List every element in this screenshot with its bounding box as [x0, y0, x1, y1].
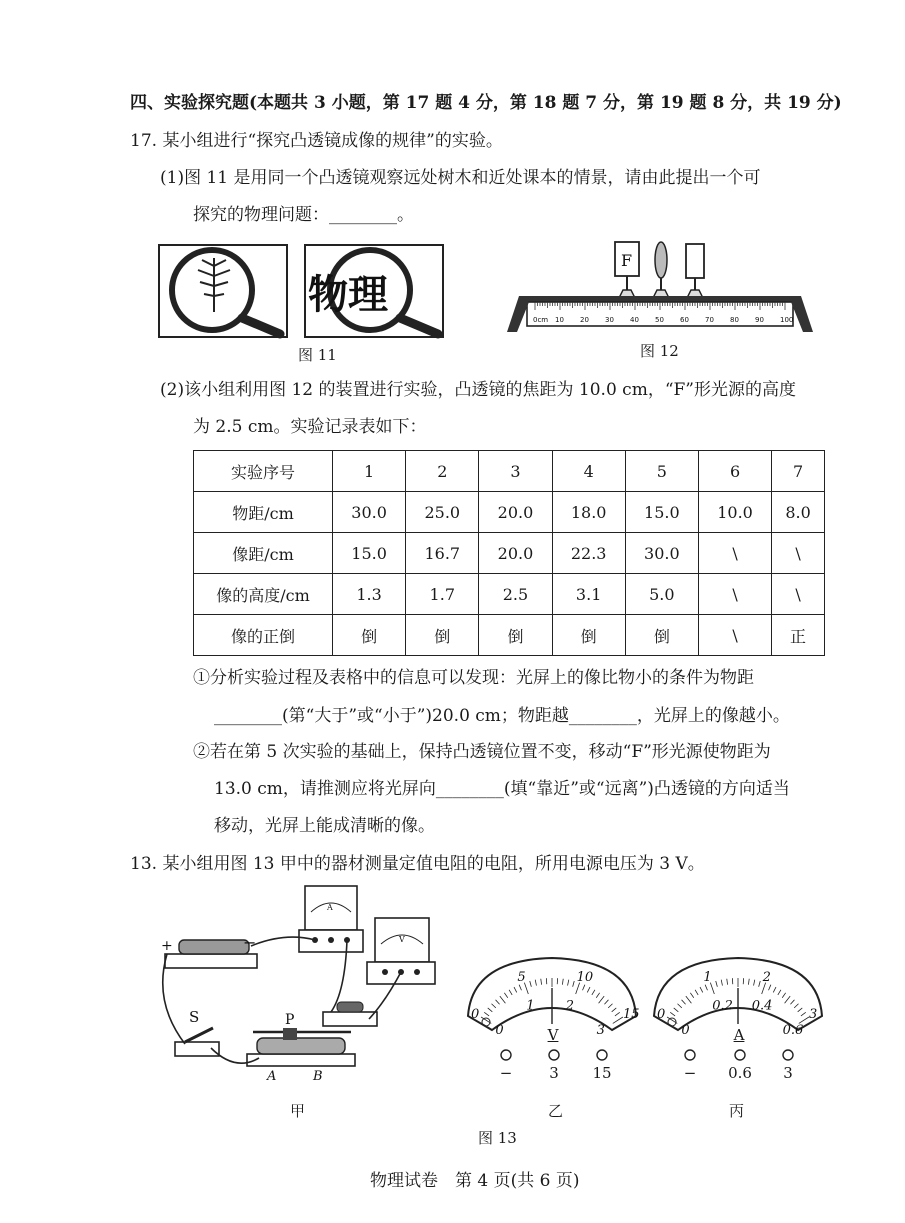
q17-part1-line2: 探究的物理问题：________。	[193, 205, 414, 225]
battery-base	[165, 954, 257, 968]
fig11-caption: 图 11	[298, 346, 337, 364]
ruler-tick-label: 60	[680, 316, 689, 324]
bench-leg-left	[507, 296, 529, 332]
ruler-tick-label: 20	[580, 316, 589, 324]
dial-upper-label: 0	[657, 1006, 666, 1022]
table-cell: 25.0	[406, 492, 479, 533]
q17-answer2-line2: 13.0 cm，请推测应将光屏向________(填“靠近”或“远离”)凸透镜的方向适当	[214, 779, 790, 799]
dial-lower-label: 0.2	[712, 998, 733, 1014]
q17-answer2-line1: ②若在第 5 次实验的基础上，保持凸透镜位置不变，移动“F”形光源使物距为	[193, 742, 771, 762]
q17-answer1-line1: ①分析实验过程及表格中的信息可以发现：光屏上的像比物小的条件为物距	[193, 668, 754, 688]
q17-part2-line1: (2)该小组利用图 12 的装置进行实验，凸透镜的焦距为 10.0 cm，“F”形光源的高度	[160, 380, 796, 400]
voltmeter-device-symbol: V	[399, 935, 405, 944]
section-title: 四、实验探究题(本题共 3 小题，第 17 题 4 分，第 18 题 7 分，第 19 题 8 分，共 19 分)	[130, 93, 842, 113]
table-cell: 倒	[333, 615, 406, 656]
dial-upper-label: 10	[576, 970, 594, 986]
ammeter-terminal-neg: −	[683, 1064, 697, 1082]
ammeter-symbol: A	[733, 1026, 745, 1044]
jia-label: 甲	[290, 1102, 306, 1120]
table-cell: 15.0	[333, 533, 406, 574]
end-a-label: A	[267, 1069, 277, 1084]
table-cell: 1.3	[333, 574, 406, 615]
table-row-label: 实验序号	[194, 451, 333, 492]
dial-upper-label: 0	[471, 1006, 480, 1022]
ammeter-terminal-3: 3	[783, 1064, 793, 1082]
q17-answer2-line3: 移动，光屏上能成清晰的像。	[214, 816, 435, 836]
table-cell: 3.1	[552, 574, 625, 615]
dial-upper-label: 3	[808, 1006, 818, 1022]
table-cell: 1	[333, 451, 406, 492]
table-cell: \	[698, 574, 771, 615]
ruler-tick-label: 70	[705, 316, 714, 324]
experiment-table	[193, 450, 825, 656]
ruler-tick-label: 0cm	[533, 316, 549, 324]
dial-lower-label: 0.6	[782, 1022, 804, 1038]
ruler-tick-label: 100	[780, 316, 794, 324]
ruler-tick-label: 80	[730, 316, 739, 324]
voltmeter-terminal-15: 15	[592, 1064, 612, 1082]
dial-lower-label: 0	[495, 1022, 504, 1038]
dial-lower-label: 1	[526, 998, 535, 1014]
table-cell: 5	[625, 451, 698, 492]
table-cell: 3	[479, 451, 552, 492]
table-cell: 2.5	[479, 574, 552, 615]
dial-lower-label: 0	[681, 1022, 690, 1038]
ammeter-device-symbol: A	[327, 903, 333, 912]
fig13-caption: 图 13	[478, 1129, 517, 1147]
table-cell: 8.0	[772, 492, 825, 533]
dial-lower-label: 3	[596, 1022, 605, 1038]
q18-stem: 13. 某小组用图 13 甲中的器材测量定值电阻的电阻，所用电源电压为 3 V。	[130, 854, 705, 874]
table-row-label: 像的高度/cm	[194, 574, 333, 615]
ruler-tick-label: 40	[630, 316, 639, 324]
bench-leg-right	[791, 296, 813, 332]
ruler-tick-label: 90	[755, 316, 764, 324]
switch-label: S	[189, 1008, 200, 1026]
ruler-tick-label: 50	[655, 316, 664, 324]
battery-plus-label: +	[161, 938, 173, 954]
table-row	[194, 492, 825, 533]
rheostat-base	[247, 1054, 355, 1066]
yi-label: 乙	[548, 1102, 564, 1120]
table-cell: 20.0	[479, 492, 552, 533]
bing-label: 丙	[729, 1102, 745, 1120]
table-row	[194, 615, 825, 656]
light-screen	[686, 244, 704, 278]
q17-stem: 17. 某小组进行“探究凸透镜成像的规律”的实验。	[130, 131, 503, 151]
q17-part1-line1: (1)图 11 是用同一个凸透镜观察远处树木和近处课本的情景，请由此提出一个可	[160, 168, 761, 188]
dial-upper-label: 15	[622, 1006, 640, 1022]
table-cell: 10.0	[698, 492, 771, 533]
ruler-tick-label: 10	[555, 316, 564, 324]
table-cell: 倒	[625, 615, 698, 656]
slider-label: P	[285, 1012, 295, 1028]
table-cell: \	[698, 533, 771, 574]
table-cell: 18.0	[552, 492, 625, 533]
table-cell: 22.3	[552, 533, 625, 574]
table-cell: 30.0	[625, 533, 698, 574]
table-cell: 1.7	[406, 574, 479, 615]
fig12-caption: 图 12	[640, 342, 679, 360]
table-cell: 16.7	[406, 533, 479, 574]
voltmeter-symbol: V	[547, 1026, 559, 1044]
battery-minus-label: −	[243, 933, 257, 952]
table-row-label: 物距/cm	[194, 492, 333, 533]
voltmeter-terminal-neg: −	[499, 1064, 513, 1082]
table-cell: \	[772, 574, 825, 615]
fig11-book-text: 物理	[308, 272, 388, 318]
dial-upper-label: 5	[517, 970, 526, 986]
q17-answer1-line2: ________(第“大于”或“小于”)20.0 cm；物距越________，光屏上的像越小。	[214, 706, 790, 726]
f-source-letter: F	[621, 251, 633, 270]
table-cell: 倒	[552, 615, 625, 656]
table-row-label: 像距/cm	[194, 533, 333, 574]
table-cell: 6	[698, 451, 771, 492]
ammeter-terminal-06: 0.6	[728, 1064, 752, 1082]
table-cell: 4	[552, 451, 625, 492]
table-row-label: 像的正倒	[194, 615, 333, 656]
table-cell: 30.0	[333, 492, 406, 533]
q17-part2-line2: 为 2.5 cm。实验记录表如下：	[193, 417, 427, 437]
dial-lower-label: 2	[565, 998, 575, 1014]
table-cell: \	[698, 615, 771, 656]
fixed-resistor	[323, 1012, 377, 1026]
table-cell: 倒	[479, 615, 552, 656]
voltmeter-terminal-3: 3	[549, 1064, 559, 1082]
table-row	[194, 574, 825, 615]
figure-12	[505, 236, 815, 336]
dial-upper-label: 1	[703, 970, 712, 986]
figure-13-jia	[155, 882, 445, 1092]
table-cell: 20.0	[479, 533, 552, 574]
rheostat-coil	[257, 1038, 345, 1054]
end-b-label: B	[313, 1069, 323, 1084]
bench-rail	[519, 296, 801, 302]
table-cell: 2	[406, 451, 479, 492]
rheostat-slider	[283, 1028, 297, 1040]
dial-upper-label: 2	[762, 970, 771, 986]
table-row	[194, 533, 825, 574]
dial-lower-label: 0.4	[751, 998, 773, 1014]
table-cell: \	[772, 533, 825, 574]
page-footer: 物理试卷 第 4 页(共 6 页)	[370, 1171, 580, 1191]
figure-11	[158, 244, 448, 340]
convex-lens	[655, 242, 667, 278]
table-cell: 5.0	[625, 574, 698, 615]
table-cell: 正	[772, 615, 825, 656]
table-cell: 15.0	[625, 492, 698, 533]
table-cell: 倒	[406, 615, 479, 656]
battery-cells	[179, 940, 249, 954]
ruler-tick-label: 30	[605, 316, 614, 324]
table-row	[194, 451, 825, 492]
table-cell: 7	[772, 451, 825, 492]
terminal-circles	[490, 1048, 830, 1062]
